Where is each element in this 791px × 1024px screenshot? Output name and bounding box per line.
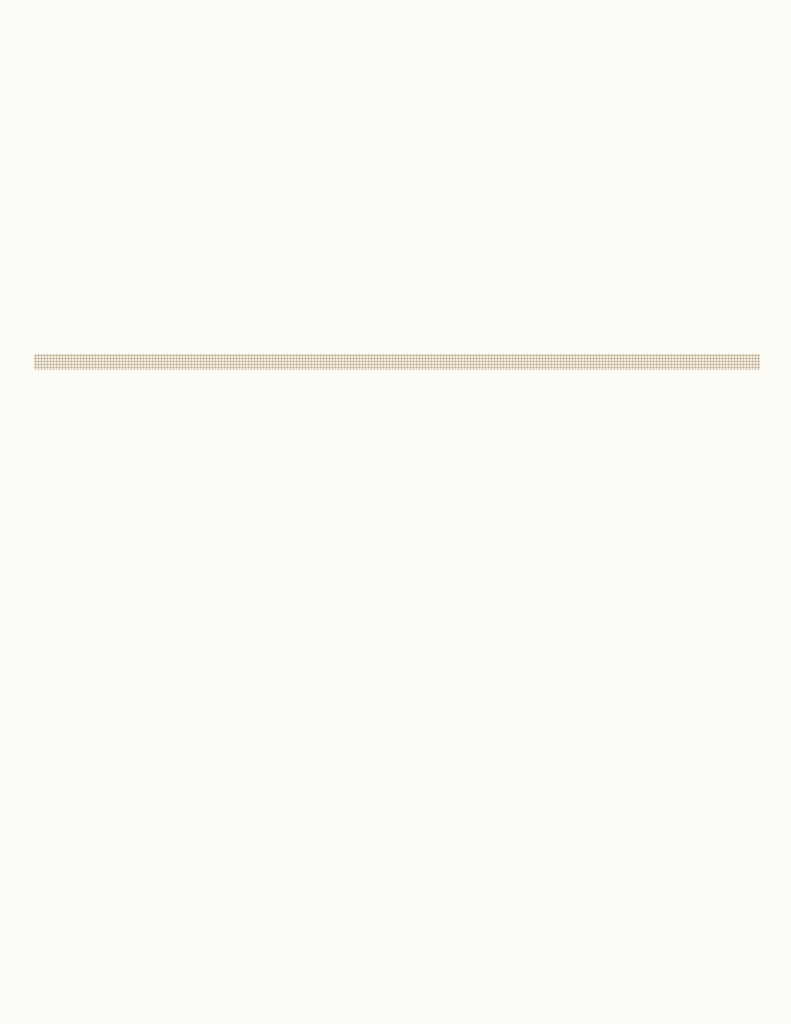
round-divider [34,354,760,370]
